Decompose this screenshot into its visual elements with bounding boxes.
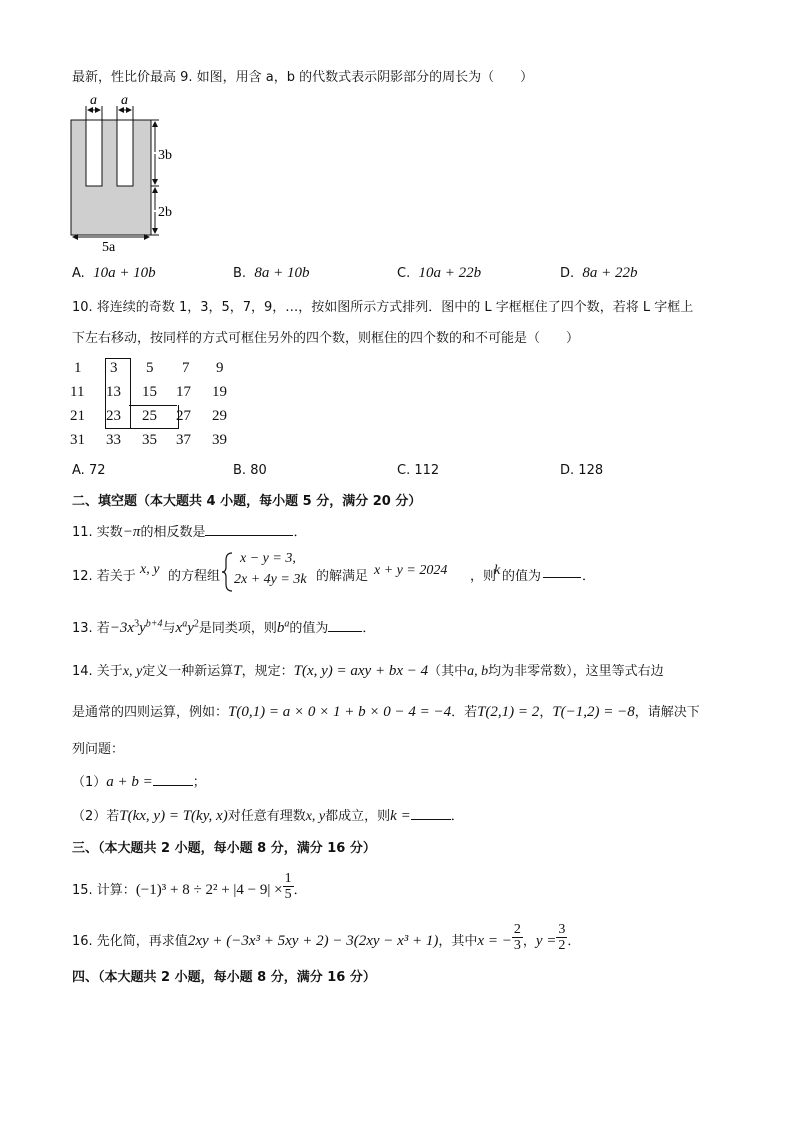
q14-part1: （1）a + b = ； — [72, 774, 206, 790]
q10-option-c: C. 112 — [397, 463, 440, 478]
q10-stem-line1: 10. 将连续的奇数 1，3，5，7，9，…，按如图所示方式排列．图中的 L 字框框住了四个数，若将 L 字框上 — [72, 300, 694, 315]
fig-label-5a: 5a — [102, 240, 116, 252]
q10-option-b: B. 80 — [233, 463, 267, 478]
l-frame-step — [129, 405, 177, 406]
q10-option-d: D. 128 — [560, 463, 604, 478]
q10-stem-line2: 下左右移动，按同样的方式可框住另外的四个数，则框住的四个数的和不可能是（ ） — [72, 331, 580, 346]
system-brace — [222, 552, 234, 592]
fig-label-2b: 2b — [158, 205, 172, 220]
odd-number-grid — [66, 358, 246, 458]
q10-option-a: A. 72 — [72, 463, 106, 478]
q16: 16. 先化简，再求值2xy + (−3x³ + 5xy + 2) − 3(2xy − x³ + 1)，其中x = − $\frac{2}{3}$ ，y = $\frac{3}{2}$ ． — [72, 922, 581, 953]
q16-x-fraction: $\frac{2}{3}$ — [513, 922, 521, 953]
q12: 12. 若关于 x, y 的方程组 x − y = 3, 2x + 4y = 3k 的解满足 x + y = 2024 ，则 k 的值为 ． — [72, 552, 632, 592]
grid-cell: 19 — [212, 384, 227, 400]
q11-answer-blank[interactable] — [205, 523, 293, 536]
q12-answer-blank[interactable] — [543, 565, 581, 578]
grid-cell: 17 — [176, 384, 191, 400]
q14-part2-answer-blank[interactable] — [411, 807, 451, 820]
grid-cell: 23 — [106, 408, 121, 424]
q14-line1: 14. 关于x, y定义一种新运算T，规定：T(x, y) = axy + bx − 4（其中a, b均为非零常数），这里等式右边 — [72, 663, 664, 679]
q9-option-a: A. 10a + 10b — [72, 265, 156, 281]
grid-cell: 5 — [146, 360, 154, 376]
q9-option-b: B. 8a + 10b — [233, 265, 310, 281]
q15: 15. 计算：(−1)³ + 8 ÷ 2² + |4 − 9| × $\frac{1}{5}$ ． — [72, 871, 307, 902]
q9-option-c: C. 10a + 22b — [397, 265, 482, 281]
q14-line2: 是通常的四则运算，例如：T(0,1) = a × 0 × 1 + b × 0 − 4 = −4．若T(2,1) = 2，T(−1,2) = −8，请解决下 — [72, 704, 700, 720]
q14-line3: 列问题： — [72, 742, 125, 757]
section-4-heading: 四、（本大题共 2 小题，每小题 8 分，满分 16 分） — [72, 970, 376, 985]
q11: 11. 实数−π的相反数是 ． — [72, 524, 307, 540]
grid-cell: 27 — [176, 408, 191, 424]
q13: 13. 若$-3x^3y^{b+4}$与$x^ay^2$是同类项，则$b^a$的值为 ． — [72, 618, 376, 636]
grid-cell: 1 — [74, 360, 82, 376]
q15-fraction: $\frac{1}{5}$ — [284, 871, 292, 902]
grid-cell: 21 — [70, 408, 85, 424]
fig-label-3b: 3b — [158, 148, 172, 163]
q16-y-fraction: $\frac{3}{2}$ — [558, 922, 566, 953]
grid-cell: 15 — [142, 384, 157, 400]
grid-cell: 29 — [212, 408, 227, 424]
q14-part1-answer-blank[interactable] — [153, 773, 193, 786]
section-3-heading: 三、（本大题共 2 小题，每小题 8 分，满分 16 分） — [72, 841, 376, 856]
grid-cell: 33 — [106, 432, 121, 448]
fig-label-a1: a — [90, 93, 97, 108]
q9-option-d: D. 8a + 22b — [560, 265, 638, 281]
q9-stem: 最新，性比价最高 9. 如图，用含 a，b 的代数式表示阴影部分的周长为（ ） — [72, 70, 534, 85]
q14-part2: （2）若T(kx, y) = T(ky, x)对任意有理数x, y都成立，则k = ． — [72, 808, 464, 824]
grid-cell: 39 — [212, 432, 227, 448]
q9-figure — [64, 92, 174, 252]
grid-cell: 13 — [106, 384, 121, 400]
grid-cell: 35 — [142, 432, 157, 448]
section-2-heading: 二、填空题（本大题共 4 小题，每小题 5 分，满分 20 分） — [72, 494, 422, 509]
q13-answer-blank[interactable] — [328, 619, 362, 632]
grid-cell: 31 — [70, 432, 85, 448]
grid-cell: 9 — [216, 360, 224, 376]
grid-cell: 3 — [110, 360, 118, 376]
grid-cell: 11 — [70, 384, 85, 400]
grid-cell: 37 — [176, 432, 191, 448]
grid-cell: 7 — [182, 360, 190, 376]
fig-label-a2: a — [121, 93, 128, 108]
grid-cell: 25 — [142, 408, 157, 424]
